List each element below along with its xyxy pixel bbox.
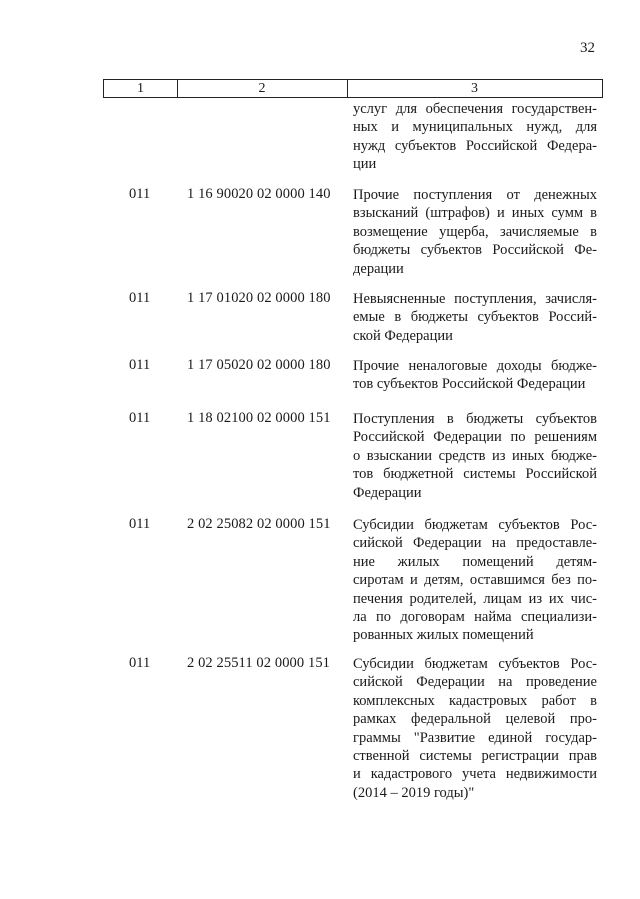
- page-number: 32: [580, 40, 595, 56]
- row-description: [353, 100, 597, 174]
- row-description: [353, 410, 597, 502]
- admin-code: 011: [129, 655, 151, 671]
- description-line: емые в бюджеты субъектов Россий-: [353, 309, 597, 326]
- description-line: Прочие поступления от денежных: [353, 187, 597, 203]
- description-line: нужд субъектов Российской Федера-: [353, 137, 597, 154]
- row-description: [353, 186, 597, 278]
- description-line: ла по договорам найма специализи-: [353, 608, 597, 625]
- revenue-code: 1 17 05020 02 0000 180: [187, 357, 331, 373]
- description-line: бюджеты субъектов Российской Фе-: [353, 242, 597, 259]
- description-line: сийской Федерации на проведение: [353, 674, 597, 691]
- revenue-code: 1 18 02100 02 0000 151: [187, 410, 331, 426]
- revenue-code: 1 16 90020 02 0000 140: [187, 186, 331, 202]
- admin-code: 011: [129, 410, 151, 426]
- description-line: граммы "Развитие единой государ-: [353, 729, 597, 746]
- description-line: Федерации: [353, 484, 422, 501]
- description-line: ции: [353, 156, 377, 173]
- header-col-2: 2: [177, 80, 348, 97]
- row-description: [353, 357, 597, 394]
- description-line: (2014 – 2019 годы)": [353, 784, 475, 801]
- description-line: Невыясненные поступления, зачисля-: [353, 291, 597, 307]
- description-line: комплексных кадастровых работ в: [353, 692, 597, 709]
- description-line: тов субъектов Российской Федерации: [353, 376, 586, 393]
- description-line: услуг для обеспечения государствен-: [353, 101, 597, 117]
- description-line: и кадастрового учета недвижимости: [353, 766, 597, 783]
- admin-code: 011: [129, 516, 151, 532]
- revenue-code: 2 02 25511 02 0000 151: [187, 655, 331, 671]
- admin-code: 011: [129, 290, 151, 306]
- row-description: [353, 655, 597, 802]
- description-line: печения родителей, лицам из их чис-: [353, 590, 597, 607]
- description-line: Российской Федерации по решениям: [353, 429, 597, 446]
- admin-code: 011: [129, 357, 151, 373]
- admin-code: 011: [129, 186, 151, 202]
- description-line: ние жилых помещений детям-: [353, 553, 597, 570]
- description-line: дерации: [353, 260, 404, 277]
- header-col-3: 3: [471, 81, 478, 96]
- description-line: о взыскании средств из иных бюдже-: [353, 447, 597, 464]
- description-line: Прочие неналоговые доходы бюдже-: [353, 358, 597, 374]
- row-description: [353, 516, 597, 645]
- revenue-code: 1 17 01020 02 0000 180: [187, 290, 331, 306]
- description-line: ных и муниципальных нужд, для: [353, 119, 597, 136]
- row-description: [353, 290, 597, 345]
- description-line: ской Федерации: [353, 327, 453, 344]
- description-line: Субсидии бюджетам субъектов Рос-: [353, 517, 597, 533]
- description-line: рамках федеральной целевой про-: [353, 711, 597, 728]
- description-line: тов бюджетной системы Российской: [353, 466, 597, 483]
- header-col-1: 1: [104, 80, 178, 97]
- revenue-code: 2 02 25082 02 0000 151: [187, 516, 331, 532]
- description-line: Поступления в бюджеты субъектов: [353, 411, 597, 427]
- description-line: Субсидии бюджетам субъектов Рос-: [353, 656, 597, 672]
- description-line: сийской Федерации на предоставле-: [353, 535, 597, 552]
- description-line: ственной системы регистрации прав: [353, 747, 597, 764]
- description-line: взысканий (штрафов) и иных сумм в: [353, 205, 597, 222]
- description-line: возмещение ущерба, зачисляемые в: [353, 223, 597, 240]
- description-line: сиротам и детям, оставшимся без по-: [353, 572, 597, 589]
- table-header: [103, 79, 603, 98]
- description-line: рованных жилых помещений: [353, 627, 534, 644]
